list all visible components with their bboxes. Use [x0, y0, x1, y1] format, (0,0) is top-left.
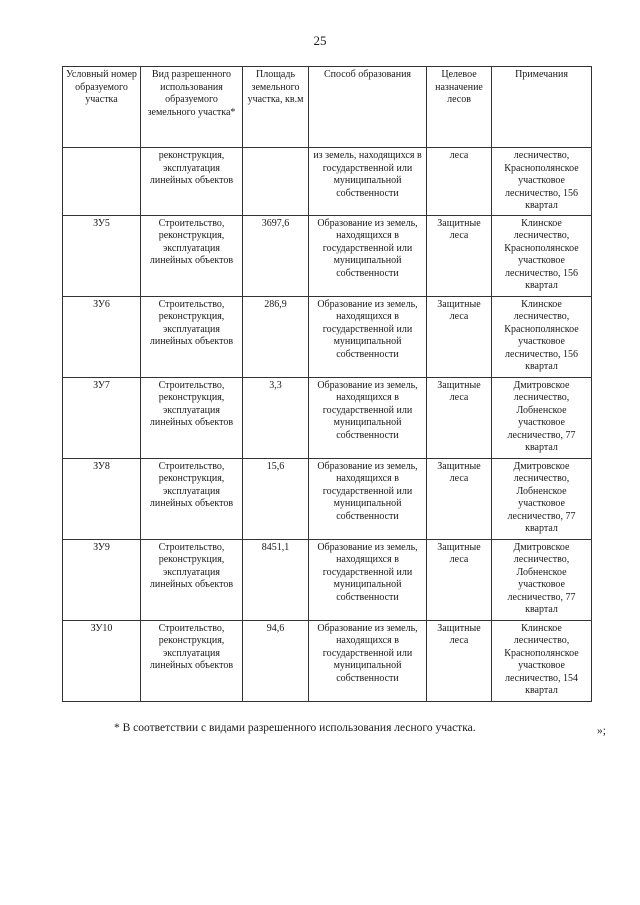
- table-row: [63, 458, 592, 539]
- cell-formation-method: из земель, находящихся в государственной или муниципальной собственности: [309, 148, 427, 216]
- cell-plot-number: ЗУ10: [63, 620, 141, 701]
- cell-plot-number: ЗУ5: [63, 215, 141, 296]
- cell-area: 286,9: [243, 296, 309, 377]
- header-formation-method: Способ образования: [309, 67, 427, 148]
- cell-plot-number: [63, 148, 141, 216]
- cell-plot-number: ЗУ7: [63, 377, 141, 458]
- land-plots-table: [62, 66, 592, 702]
- header-permitted-use: Вид разрешенного использования образуемого земельного участка*: [141, 67, 243, 148]
- cell-area: 15,6: [243, 458, 309, 539]
- header-plot-number: Условный номер образуемого участка: [63, 67, 141, 148]
- cell-forest-purpose: Защитные леса: [427, 620, 492, 701]
- cell-permitted-use: реконструкция, эксплуатация линейных объектов: [141, 148, 243, 216]
- cell-formation-method: Образование из земель, находящихся в государственной или муниципальной собственности: [309, 539, 427, 620]
- header-area: Площадь земельного участка, кв.м: [243, 67, 309, 148]
- cell-forest-purpose: Защитные леса: [427, 539, 492, 620]
- cell-forest-purpose: Защитные леса: [427, 458, 492, 539]
- cell-notes: Дмитровское лесничество, Лобненское участковое лесничество, 77 квартал: [492, 458, 592, 539]
- table-header-row: [63, 67, 592, 148]
- cell-plot-number: ЗУ8: [63, 458, 141, 539]
- cell-permitted-use: Строительство, реконструкция, эксплуатация линейных объектов: [141, 215, 243, 296]
- cell-permitted-use: Строительство, реконструкция, эксплуатация линейных объектов: [141, 539, 243, 620]
- cell-forest-purpose: Защитные леса: [427, 215, 492, 296]
- header-forest-purpose: Целевое назначение лесов: [427, 67, 492, 148]
- cell-area: 3697,6: [243, 215, 309, 296]
- cell-area: 8451,1: [243, 539, 309, 620]
- cell-permitted-use: Строительство, реконструкция, эксплуатация линейных объектов: [141, 458, 243, 539]
- cell-forest-purpose: Защитные леса: [427, 377, 492, 458]
- cell-plot-number: ЗУ9: [63, 539, 141, 620]
- table-row: [63, 377, 592, 458]
- cell-formation-method: Образование из земель, находящихся в государственной или муниципальной собственности: [309, 296, 427, 377]
- header-notes: Примечания: [492, 67, 592, 148]
- cell-area: 3,3: [243, 377, 309, 458]
- cell-formation-method: Образование из земель, находящихся в государственной или муниципальной собственности: [309, 377, 427, 458]
- table-row: [63, 296, 592, 377]
- cell-forest-purpose: леса: [427, 148, 492, 216]
- table-row: [63, 215, 592, 296]
- cell-formation-method: Образование из земель, находящихся в государственной или муниципальной собственности: [309, 215, 427, 296]
- cell-notes: Клинское лесничество, Краснополянское участковое лесничество, 156 квартал: [492, 296, 592, 377]
- table-row: [63, 148, 592, 216]
- page-number: 25: [313, 33, 327, 48]
- footnote: * В соответствии с видами разрешенного использования лесного участка.: [114, 722, 476, 734]
- cell-notes: лесничество, Краснополянское участковое лесничество, 156 квартал: [492, 148, 592, 216]
- table-row: [63, 539, 592, 620]
- cell-notes: Клинское лесничество, Краснополянское участковое лесничество, 154 квартал: [492, 620, 592, 701]
- cell-plot-number: ЗУ6: [63, 296, 141, 377]
- cell-formation-method: Образование из земель, находящихся в государственной или муниципальной собственности: [309, 458, 427, 539]
- cell-notes: Дмитровское лесничество, Лобненское участковое лесничество, 77 квартал: [492, 539, 592, 620]
- cell-area: 94,6: [243, 620, 309, 701]
- cell-forest-purpose: Защитные леса: [427, 296, 492, 377]
- cell-notes: Дмитровское лесничество, Лобненское участковое лесничество, 77 квартал: [492, 377, 592, 458]
- cell-permitted-use: Строительство, реконструкция, эксплуатация линейных объектов: [141, 620, 243, 701]
- closing-quote-mark: »;: [597, 725, 606, 737]
- cell-permitted-use: Строительство, реконструкция, эксплуатация линейных объектов: [141, 296, 243, 377]
- table-row: [63, 620, 592, 701]
- cell-notes: Клинское лесничество, Краснополянское участковое лесничество, 156 квартал: [492, 215, 592, 296]
- cell-area: [243, 148, 309, 216]
- cell-formation-method: Образование из земель, находящихся в государственной или муниципальной собственности: [309, 620, 427, 701]
- cell-permitted-use: Строительство, реконструкция, эксплуатация линейных объектов: [141, 377, 243, 458]
